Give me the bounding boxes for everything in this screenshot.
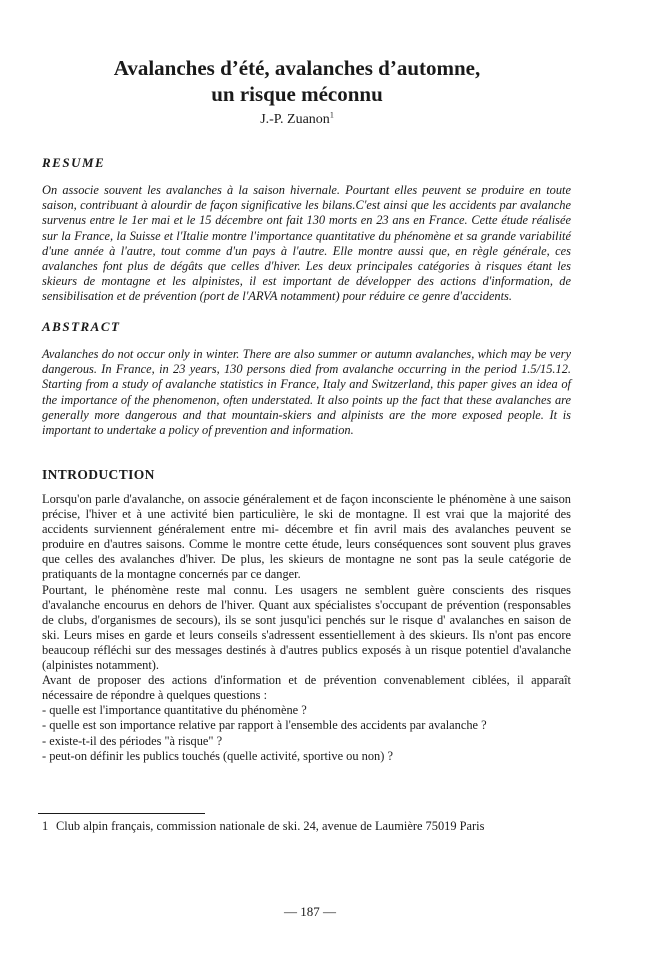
question-item: - quelle est l'importance quantitative du phénomène ? [42, 703, 307, 718]
footnote [42, 819, 571, 834]
abstract-text: Avalanches do not occur only in winter. There are also summer or autumn avalanches, which may be very dangerous. In France, in 23 years, 130 persons died from avalanche occurring in the period 1.5/15.12. Starting from a study of avalanche statistics in France, Italy and Switzerland, this paper gives an idea of the importance of the phenomenon, often understated. It also points up the fact that these avalanches are generally more dangerous and that mountain-skiers and alpinists are the more exposed people. It is important to undertake a policy of prevention and information. [42, 347, 571, 438]
author-name: J.-P. Zuanon [260, 112, 330, 127]
question-list [42, 703, 571, 763]
paper-title-line-2: un risque méconnu [211, 82, 383, 106]
introduction-paragraph-3: Avant de proposer des actions d'information et de prévention convenablement ciblées, il apparaît nécessaire de répondre à quelques questions : [42, 673, 571, 703]
abstract-heading: ABSTRACT [42, 319, 121, 334]
question-item: - existe-t-il des périodes "à risque" ? [42, 733, 223, 748]
footnote-text: Club alpin français, commission nationale de ski. 24, avenue de Laumière 75019 Paris [56, 819, 485, 833]
author-footnote-ref: 1 [329, 110, 334, 120]
introduction-body [42, 492, 571, 764]
introduction-paragraph-1: Lorsqu'on parle d'avalanche, on associe généralement et de façon inconsciente le phénomène à une saison précise, l'hiver et à une activité bien particulière, le ski de montagne. Il est vrai que la majorité des accidents surviennent généralement entre mi- décembre et fin avril mais des avalanches peuvent se produire en d'autres saisons. Comme le montre cette étude, leurs conséquences sont souvent plus graves que celles des avalanches d'hiver. De plus, les skieurs de montagne ne sont pas la seule catégorie de pratiquants de la montagne concernés par ce danger. [42, 492, 571, 582]
page-number: — 187 — [284, 904, 336, 919]
introduction-paragraph-2: Pourtant, le phénomène reste mal connu. Les usagers ne semblent guère conscients des risques d'avalanche encourus en dehors de l'hiver. Quant aux spécialistes s'occupant de prévention (responsables de clubs, d'organismes de secours), ils se sont jusqu'ici penchés sur le risque d' avalanches en saison de ski. Leurs mises en garde et leurs conseils s'adressent essentiellement à des skieurs. Ils n'ont pas encore beaucoup réfléchi sur des messages destinés à d'autres publics exposés à un risque potentiel d'avalanche (alpinistes notamment). [42, 582, 571, 673]
footnote-divider [38, 813, 205, 814]
author-line [0, 111, 594, 129]
resume-text: On associe souvent les avalanches à la saison hivernale. Pourtant elles peuvent se produire en toute saison, contribuant à alourdir de façon significative les bilans.C'est ainsi que les accidents par avalanche survenus entre le 1er mai et le 15 décembre ont fait 130 morts en 23 ans en France. Cette étude réalisée sur la France, la Suisse et l'Italie montre l'importance quantitative du phénomène et sa grande variabilité d'une année à l'autre, tout comme d'un pays à l'autre. Elle montre aussi que, en règle générale, ces avalanches font plus de dégâts que celles d'hiver. Les deux principales catégories à risques étant les skieurs de montagne et les alpinistes, il est important de développer des actions d'information, de sensibilisation et de prévention (port de l'ARVA notamment) pour réduire ce genre d'accidents. [42, 183, 571, 304]
footnote-marker: 1 [42, 819, 49, 833]
question-item: - quelle est son importance relative par rapport à l'ensemble des accidents par avalanche ? [42, 718, 487, 733]
question-item: - peut-on définir les publics touchés (quelle activité, sportive ou non) ? [42, 748, 393, 763]
paper-title-line-1: Avalanches d’été, avalanches d’automne, [113, 56, 481, 80]
resume-heading: RESUME [42, 155, 106, 170]
introduction-heading: INTRODUCTION [42, 467, 155, 482]
